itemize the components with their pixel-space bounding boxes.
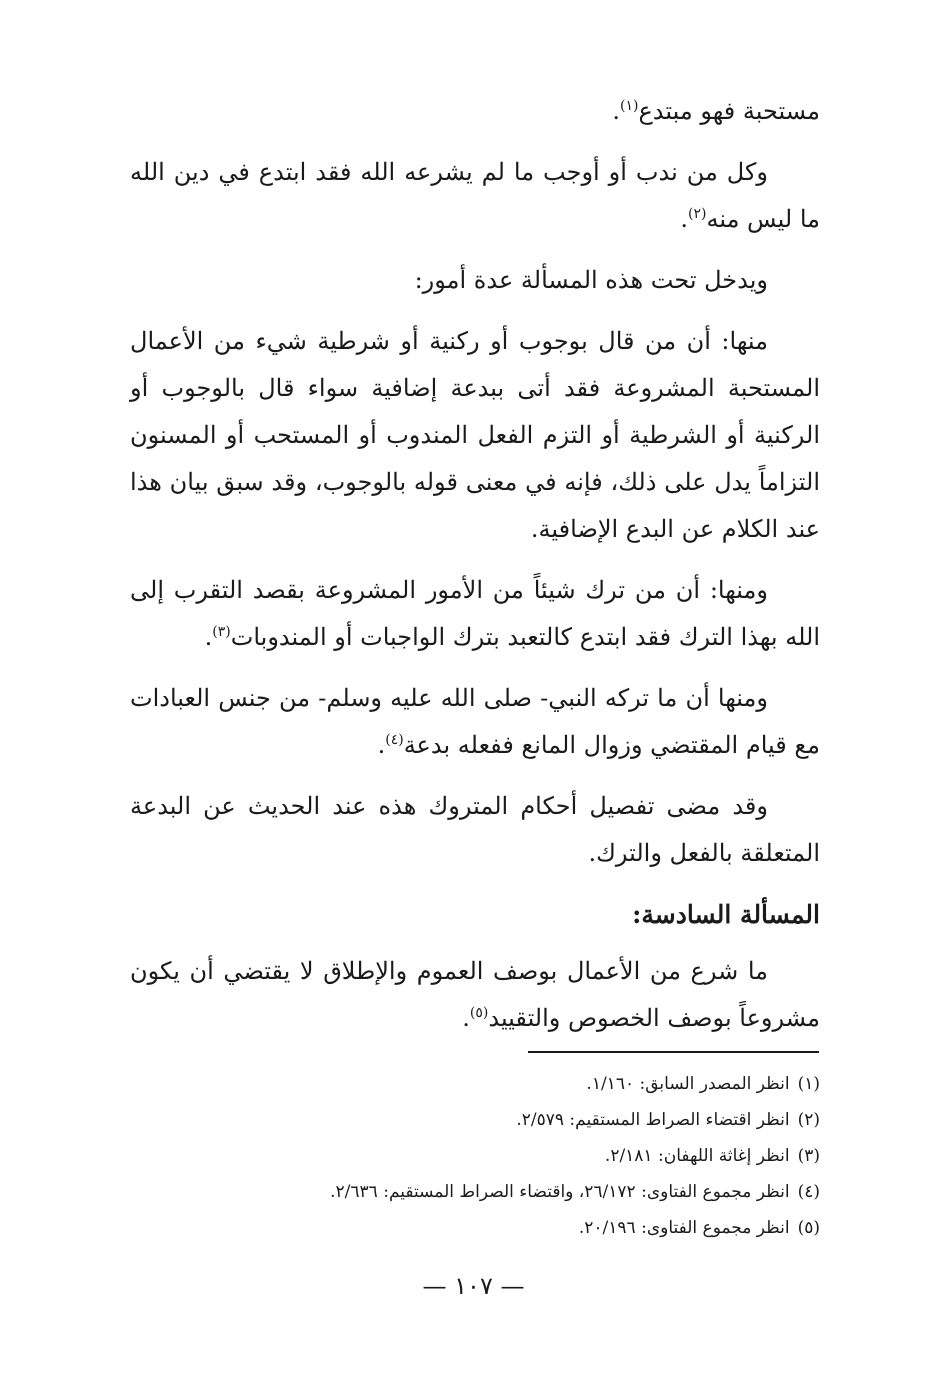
footnote-marker-2: (٢) <box>687 206 707 222</box>
paragraph-3: ويدخل تحت هذه المسألة عدة أمور: <box>414 266 768 294</box>
footnote-2: (٢)انظر اقتضاء الصراط المستقيم: ٢/٥٧٩. <box>516 1110 820 1130</box>
page-number: — ١٠٧ — <box>422 1272 525 1300</box>
footnote-marker-5: (٥) <box>469 1005 489 1021</box>
footnote-5: (٥)انظر مجموع الفتاوى: ٢٠/١٩٦. <box>578 1218 820 1238</box>
paragraph-4: منها: أن من قال بوجوب أو ركنية أو شرطية شيء من الأعمال المستحبة المشروعة فقد أتى ببدعة إضافية سواء قال بالوجوب أو الركنية أو الشرطية أو التزم الفعل المندوب أو المستحب أو المسنون التزاماً يدل على ذلك، فإنه في معنى قوله بالوجوب، وقد سبق بيان هذا عند الكلام عن البدع الإضافية. <box>130 327 820 543</box>
paragraph-8: ما شرع من الأعمال بوصف العموم والإطلاق لا يقتضي أن يكون مشروعاً بوصف الخصوص والتقييد$^{(٥)}$. <box>130 957 820 1032</box>
footnote-1: (١)انظر المصدر السابق: ١/١٦٠. <box>586 1074 820 1094</box>
paragraph-6: ومنها أن ما تركه النبي- صلى الله عليه وسلم- من جنس العبادات مع قيام المقتضي وزوال المانع ففعله بدعة$^{(٤)}$. <box>130 684 820 759</box>
footnotes <box>200 1066 820 1246</box>
page-body <box>130 88 820 1056</box>
paragraph-5: ومنها: أن من ترك شيئاً من الأمور المشروعة بقصد التقرب إلى الله بهذا الترك فقد ابتدع كالتعبد بترك الواجبات أو المندوبات$^{(٣)}$. <box>130 576 820 651</box>
footnote-marker-3: (٣) <box>212 624 231 640</box>
paragraph-7: وقد مضى تفصيل أحكام المتروك هذه عند الحديث عن البدعة المتعلقة بالفعل والترك. <box>130 792 820 867</box>
footnote-separator <box>528 1051 819 1053</box>
footnote-3: (٣)انظر إغاثة اللهفان: ٢/١٨١. <box>604 1146 820 1166</box>
paragraph-2: وكل من ندب أو أوجب ما لم يشرعه الله فقد ابتدع في دين الله ما ليس منه$^{(٢)}$. <box>130 158 820 233</box>
footnote-marker-1: (١) <box>619 98 639 114</box>
footnote-4: (٤)انظر مجموع الفتاوى: ٢٦/١٧٢، واقتضاء الصراط المستقيم: ٢/٦٣٦. <box>330 1182 820 1202</box>
footnote-marker-4: (٤) <box>385 732 404 748</box>
paragraph-1: مستحبة فهو مبتدع$^{(١)}$. <box>612 97 820 125</box>
section-heading: المسألة السادسة: <box>632 900 820 929</box>
